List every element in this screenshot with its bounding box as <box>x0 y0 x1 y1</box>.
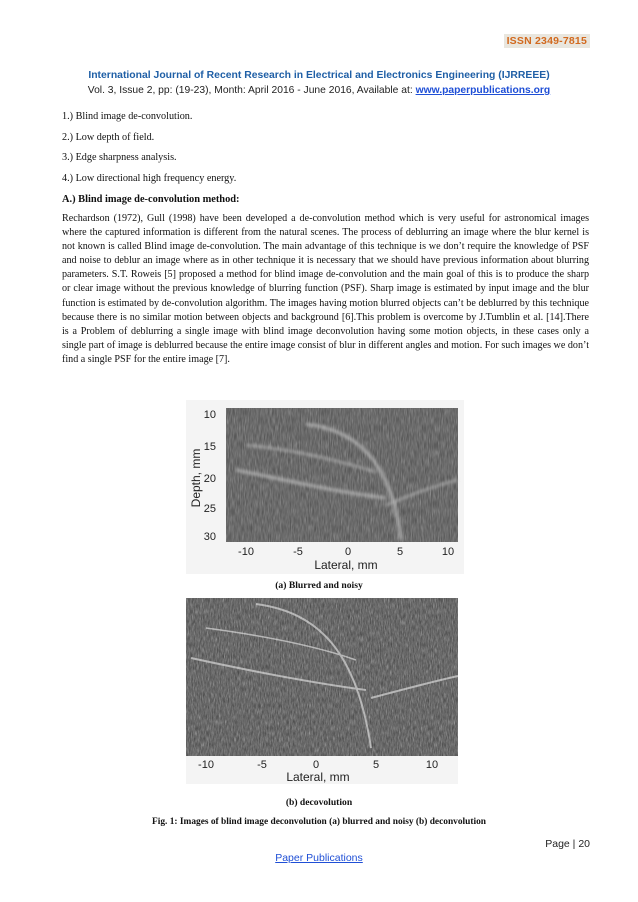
y-tick: 30 <box>203 531 216 543</box>
figure-a-svg <box>186 400 464 574</box>
page-number: Page | 20 <box>545 838 590 850</box>
x-tick: -5 <box>257 759 267 771</box>
figure-caption: Fig. 1: Images of blind image deconvolution (a) blurred and noisy (b) deconvolution <box>152 817 486 827</box>
x-axis-label: Lateral, mm <box>286 770 350 784</box>
section-heading: A.) Blind image de-convolution method: <box>62 194 240 205</box>
list-item: 2.) Low depth of field. <box>62 131 155 143</box>
figure-b-caption: (b) decovolution <box>285 797 353 808</box>
y-tick: 20 <box>203 473 216 485</box>
y-axis-label: Depth, mm <box>189 448 203 508</box>
y-tick: 15 <box>203 441 216 453</box>
list-item: 1.) Blind image de-convolution. <box>62 111 193 122</box>
journal-title: International Journal of Recent Research in Electrical and Electronics Engineering (IJRREEE) <box>88 70 550 81</box>
journal-volume-info <box>0 85 638 96</box>
y-tick: 10 <box>203 409 216 421</box>
figure-b-deconvolved-image <box>186 598 458 784</box>
volume-text: Vol. 3, Issue 2, pp: (19-23), Month: April 2016 - June 2016, Available at: <box>87 85 416 96</box>
criteria-list <box>62 110 236 192</box>
x-tick: -10 <box>198 759 214 771</box>
x-tick: 0 <box>312 759 320 771</box>
figure-b-svg <box>186 598 458 784</box>
x-tick: -5 <box>293 546 303 558</box>
x-tick: 0 <box>344 546 352 558</box>
x-axis-label: Lateral, mm <box>314 558 378 572</box>
x-tick: 5 <box>396 546 404 558</box>
x-tick: 10 <box>425 759 439 771</box>
x-tick: 5 <box>372 759 380 771</box>
body-paragraph: Rechardson (1972), Gull (1998) have been developed a de-convolution method which is very useful for astronomical images where the captured information is different from the natural scenes. The process of deblurring an image where the blur kernel is not known is called Blind image de-convolution. The main advantage of this technique is we don’t require the knowledge of PSF and noise to deblur an image where as in other technique it is necessary that we should have previous information about blurring parameters. S.T. Roweis [5] proposed a method for blind image de-convolution and the main goal of this is to produce the sharp or clear image without the previous knowledge of blurring function (PSF). Sharp image is estimated by input image and the blur function is estimated by de-convolution algorithm. The images having motion blurred objects can’t be deblurred by this technique because there is no similar motion between objects and background [6].This problem is overcome by J.Tumblin et al. [14].There is a Problem of deblurring a single image with blind image deconvolution having some motion objects, in these cases only a single part of image is deblurred because the entire image consist of blur in different angles and motion. For such images we don’t find a single PSF for the entire image [7]. <box>62 213 589 365</box>
y-tick: 25 <box>203 503 216 515</box>
x-tick: 10 <box>441 546 455 558</box>
figure-a-caption: (a) Blurred and noisy <box>275 580 363 591</box>
x-tick: -10 <box>238 546 254 558</box>
issn-badge: ISSN 2349-7815 <box>504 34 590 48</box>
figure-a-blurred-image <box>186 400 464 574</box>
publisher-link[interactable]: Paper Publications <box>275 852 363 864</box>
website-link[interactable]: www.paperpublications.org <box>415 85 551 96</box>
list-item: 3.) Edge sharpness analysis. <box>62 152 177 163</box>
list-item: 4.) Low directional high frequency energy. <box>62 172 237 184</box>
